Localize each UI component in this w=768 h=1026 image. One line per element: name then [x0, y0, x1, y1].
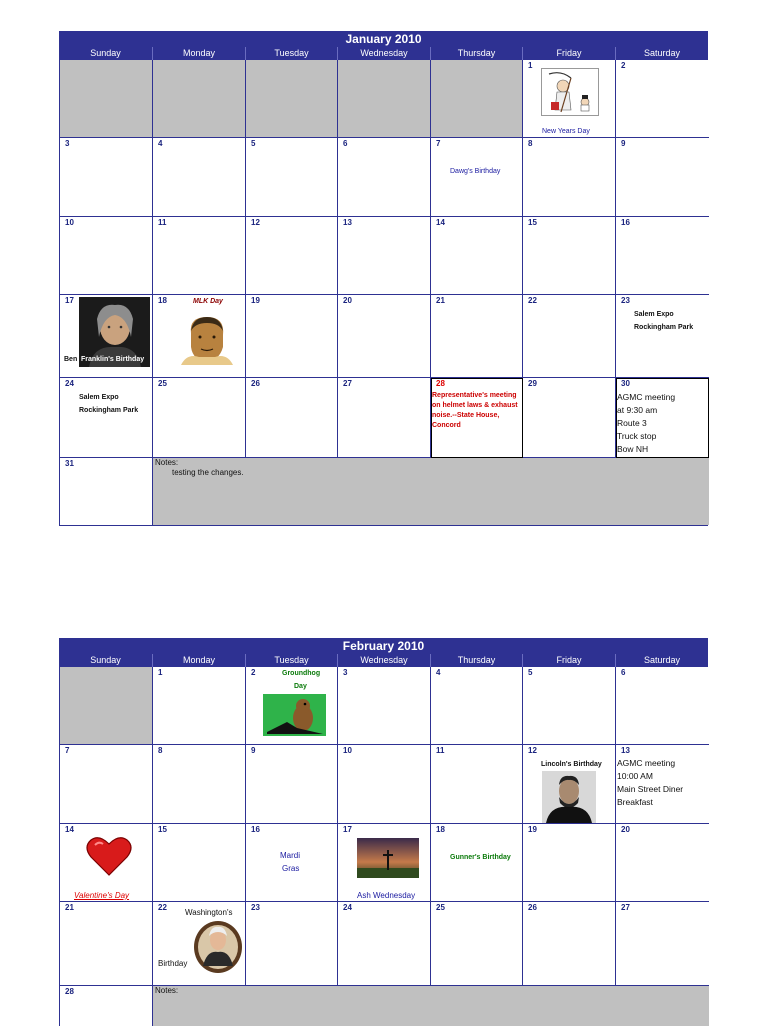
day-cell[interactable]: [246, 138, 338, 217]
day-cell[interactable]: [246, 667, 338, 745]
day-cell[interactable]: [338, 138, 431, 217]
notes-label: Notes:: [155, 458, 179, 467]
event-label: Washington's: [185, 908, 233, 917]
day-cell[interactable]: [60, 902, 153, 986]
day-number: 12: [528, 746, 537, 755]
event-label: Groundhog: [282, 670, 321, 677]
day-number: 11: [158, 218, 167, 227]
event-label: AGMC meeting: [617, 758, 676, 768]
event-label: Salem Expo: [79, 394, 119, 401]
event-label: Gunner's Birthday: [450, 854, 511, 861]
day-number: 26: [251, 379, 260, 388]
day-cell[interactable]: [153, 217, 246, 295]
lincoln-portrait: [542, 771, 596, 823]
day-cell[interactable]: [616, 60, 709, 138]
day-number: 24: [65, 379, 74, 388]
day-number: 17: [343, 825, 352, 834]
month-title: February 2010: [59, 638, 708, 654]
event-label: Day: [294, 683, 307, 690]
day-number: 9: [251, 746, 256, 755]
heart-icon: [85, 835, 133, 877]
day-number: 18: [158, 296, 167, 305]
month-title: January 2010: [59, 31, 708, 47]
weekday-label: Wednesday: [337, 654, 430, 667]
event-label: Rockingham Park: [79, 407, 139, 414]
event-label: Valentine's Day: [74, 891, 130, 900]
day-cell[interactable]: [153, 295, 246, 378]
day-number: 1: [158, 668, 163, 677]
day-cell[interactable]: [60, 295, 153, 378]
mlk-portrait: [179, 313, 233, 365]
weekday-label: Saturday: [615, 654, 708, 667]
event-label: Route 3: [617, 418, 647, 428]
day-cell[interactable]: [431, 295, 523, 378]
weekday-label: Friday: [522, 654, 615, 667]
day-cell[interactable]: [431, 824, 523, 902]
day-number: 14: [436, 218, 445, 227]
father-time-baby-image: [541, 68, 599, 116]
day-cell[interactable]: [60, 138, 153, 217]
day-cell-selected[interactable]: [431, 378, 523, 458]
day-number: 22: [528, 296, 537, 305]
day-cell[interactable]: [616, 902, 709, 986]
event-label: Truck stop: [617, 431, 657, 441]
event-label: Concord: [432, 422, 461, 429]
event-label: New Years Day: [542, 128, 590, 135]
day-cell[interactable]: [616, 138, 709, 217]
event-label: Gras: [282, 864, 300, 873]
day-cell[interactable]: [60, 745, 153, 824]
day-cell[interactable]: [523, 667, 616, 745]
day-number: 9: [621, 139, 626, 148]
day-number: 15: [528, 218, 537, 227]
day-cell[interactable]: [246, 378, 338, 458]
event-label: Mardi: [280, 851, 301, 860]
day-number: 21: [65, 903, 74, 912]
day-cell[interactable]: [246, 217, 338, 295]
day-cell[interactable]: [431, 745, 523, 824]
weekday-header: [59, 654, 708, 667]
day-cell[interactable]: [338, 217, 431, 295]
day-number: 2: [251, 668, 256, 677]
day-number: 23: [621, 296, 630, 305]
event-label: AGMC meeting: [617, 392, 676, 402]
day-number: 12: [251, 218, 260, 227]
day-cell[interactable]: [523, 745, 616, 824]
groundhog-image: [263, 694, 326, 736]
day-cell[interactable]: [431, 902, 523, 986]
event-label: noise.--State House,: [432, 412, 500, 419]
day-number: 27: [621, 903, 630, 912]
day-cell[interactable]: [60, 378, 153, 458]
day-cell[interactable]: [246, 824, 338, 902]
day-cell[interactable]: [616, 378, 709, 458]
cross-sunset-image: [357, 838, 419, 878]
day-cell[interactable]: [153, 378, 246, 458]
day-cell[interactable]: [431, 217, 523, 295]
day-number: 30: [621, 379, 630, 388]
day-number: 16: [251, 825, 260, 834]
day-cell[interactable]: [338, 295, 431, 378]
event-label: Ash Wednesday: [357, 891, 416, 900]
day-cell[interactable]: [523, 378, 616, 458]
weekday-label: Thursday: [430, 654, 522, 667]
day-cell[interactable]: [431, 138, 523, 217]
day-number: 7: [436, 139, 441, 148]
day-cell[interactable]: [523, 295, 616, 378]
weekday-label: Saturday: [615, 47, 708, 60]
day-cell[interactable]: [616, 667, 709, 745]
day-cell[interactable]: [60, 458, 153, 525]
day-number: 13: [343, 218, 352, 227]
day-cell[interactable]: [60, 824, 153, 902]
event-label: at 9:30 am: [617, 405, 658, 415]
day-number: 20: [621, 825, 630, 834]
notes-area[interactable]: [153, 458, 709, 525]
day-cell[interactable]: [338, 824, 431, 902]
day-cell[interactable]: [523, 902, 616, 986]
notes-area[interactable]: [153, 986, 709, 1026]
day-number: 20: [343, 296, 352, 305]
day-cell[interactable]: [338, 902, 431, 986]
day-cell-empty: [153, 60, 246, 138]
weekday-label: Sunday: [90, 655, 121, 665]
day-cell[interactable]: [153, 138, 246, 217]
day-cell[interactable]: [616, 217, 709, 295]
weekday-header: [59, 47, 708, 60]
weekday-label: Thursday: [430, 47, 522, 60]
notes-text: testing the changes.: [172, 468, 244, 477]
day-number: 6: [343, 139, 348, 148]
weekday-label: Tuesday: [245, 47, 337, 60]
event-label: Representative's meeting: [432, 392, 517, 399]
calendar-january: [59, 31, 708, 526]
day-cell[interactable]: [616, 745, 709, 824]
day-number: 4: [436, 668, 441, 677]
day-number: 10: [343, 746, 352, 755]
weekday-label: Wednesday: [337, 47, 430, 60]
day-cell[interactable]: [616, 295, 709, 378]
event-label: MLK Day: [193, 298, 223, 305]
day-number: 4: [158, 139, 163, 148]
day-number: 28: [65, 987, 74, 996]
washington-portrait: [193, 920, 243, 974]
day-number: 29: [528, 379, 537, 388]
day-cell-empty: [431, 60, 523, 138]
weekday-label: Sunday: [90, 48, 121, 58]
event-label: on helmet laws & exhaust: [432, 402, 518, 409]
day-number: 13: [621, 746, 630, 755]
day-number: 17: [65, 296, 74, 305]
day-number: 8: [158, 746, 163, 755]
day-cell[interactable]: [153, 824, 246, 902]
day-cell-empty: [246, 60, 338, 138]
day-number: 2: [621, 61, 626, 70]
day-cell[interactable]: [431, 667, 523, 745]
day-number: 5: [251, 139, 256, 148]
day-number: 25: [158, 379, 167, 388]
day-number: 1: [528, 61, 533, 70]
day-cell[interactable]: [616, 824, 709, 902]
day-cell[interactable]: [153, 745, 246, 824]
day-number: 7: [65, 746, 70, 755]
day-number: 6: [621, 668, 626, 677]
event-label: Franklin's Birthday: [81, 356, 145, 363]
weekday-label: Monday: [152, 47, 245, 60]
weekday-label: Friday: [522, 47, 615, 60]
day-number: 8: [528, 139, 533, 148]
event-label: Breakfast: [617, 797, 653, 807]
day-number: 16: [621, 218, 630, 227]
day-cell[interactable]: [338, 667, 431, 745]
day-cell[interactable]: [523, 138, 616, 217]
event-label: Main Street Diner: [617, 784, 684, 794]
day-number: 31: [65, 459, 74, 468]
day-number: 24: [343, 903, 352, 912]
day-number: 25: [436, 903, 445, 912]
day-number: 23: [251, 903, 260, 912]
day-cell[interactable]: [523, 60, 616, 138]
day-cell[interactable]: [523, 824, 616, 902]
day-number: 26: [528, 903, 537, 912]
day-number: 27: [343, 379, 352, 388]
day-number: 11: [436, 746, 445, 755]
day-cell-empty: [60, 60, 153, 138]
day-number: 3: [343, 668, 348, 677]
event-label: Bow NH: [617, 444, 649, 454]
day-number: 28: [436, 379, 445, 388]
day-cell[interactable]: [246, 745, 338, 824]
event-label: Birthday: [158, 959, 188, 968]
day-cell[interactable]: [246, 295, 338, 378]
day-cell[interactable]: [246, 902, 338, 986]
day-number: 19: [251, 296, 260, 305]
day-cell[interactable]: [60, 217, 153, 295]
calendar-february: [59, 638, 708, 1026]
day-number: 3: [65, 139, 70, 148]
day-cell[interactable]: [153, 902, 246, 986]
event-label: Ben: [64, 356, 78, 363]
day-cell[interactable]: [153, 667, 246, 745]
weekday-label: Monday: [152, 654, 245, 667]
day-number: 19: [528, 825, 537, 834]
day-cell[interactable]: [523, 217, 616, 295]
day-cell[interactable]: [60, 986, 153, 1026]
event-label: Rockingham Park: [634, 324, 694, 331]
day-number: 14: [65, 825, 74, 834]
day-cell-empty: [338, 60, 431, 138]
event-label: Dawg's Birthday: [450, 168, 501, 175]
day-number: 10: [65, 218, 74, 227]
day-number: 18: [436, 825, 445, 834]
event-label: Lincoln's Birthday: [541, 761, 602, 768]
day-cell[interactable]: [338, 378, 431, 458]
event-label: Salem Expo: [634, 311, 674, 318]
day-number: 5: [528, 668, 533, 677]
day-number: 15: [158, 825, 167, 834]
notes-label: Notes:: [155, 986, 179, 995]
event-label: 10:00 AM: [617, 771, 653, 781]
day-cell-empty: [60, 667, 153, 745]
weekday-label: Tuesday: [245, 654, 337, 667]
day-cell[interactable]: [338, 745, 431, 824]
day-number: 21: [436, 296, 445, 305]
day-number: 22: [158, 903, 167, 912]
